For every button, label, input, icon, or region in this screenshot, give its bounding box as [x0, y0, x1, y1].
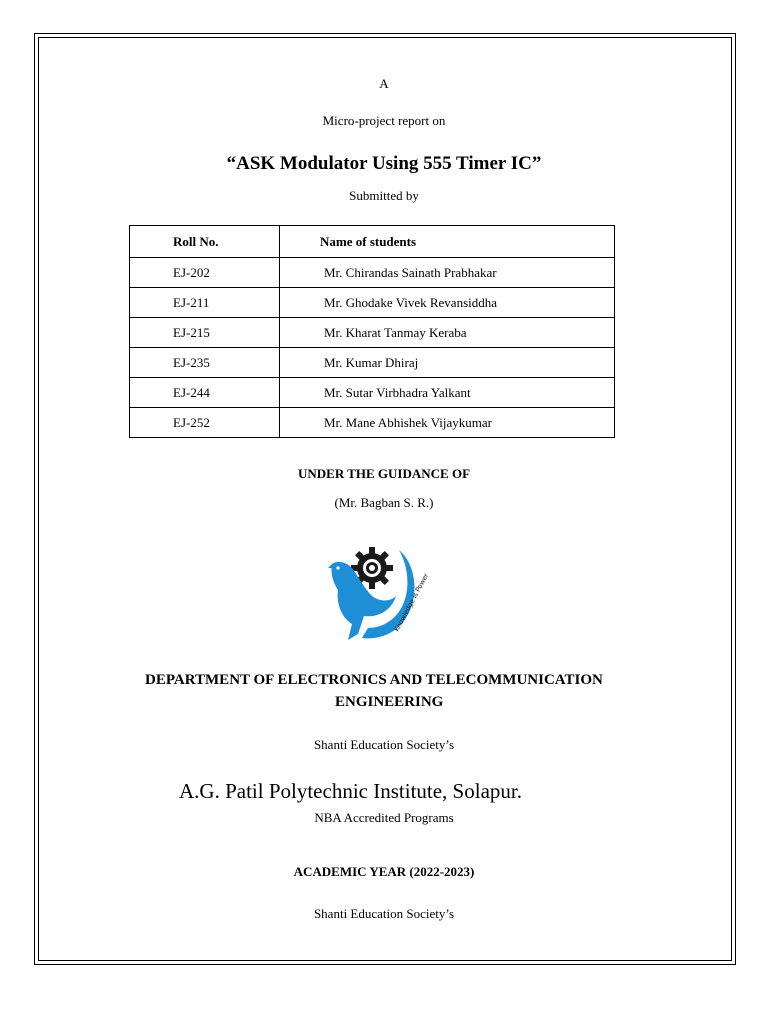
student-name-cell: Mr. Sutar Virbhadra Yalkant [280, 378, 615, 408]
table-row [130, 408, 615, 438]
student-name-cell: Mr. Chirandas Sainath Prabhakar [280, 258, 615, 288]
society-name-footer: Shanti Education Society’s [313, 906, 455, 921]
institute-name: A.G. Patil Polytechnic Institute, Solapur. [179, 779, 522, 803]
department-name-line2: ENGINEERING [335, 694, 444, 710]
student-name-cell: Mr. Kharat Tanmay Keraba [280, 318, 615, 348]
table-row [130, 348, 615, 378]
society-name: Shanti Education Society’s [313, 737, 455, 752]
table-row [130, 378, 615, 408]
academic-year: ACADEMIC YEAR (2022-2023) [293, 864, 475, 879]
table-row [130, 258, 615, 288]
student-name-cell: Mr. Ghodake Vivek Revansiddha [280, 288, 615, 318]
guide-name: (Mr. Bagban S. R.) [334, 495, 434, 510]
header-roll-no: Roll No. [130, 226, 280, 258]
logo-motto: Knowledge is Power [392, 572, 431, 633]
table-row [130, 318, 615, 348]
report-type: Micro-project report on [322, 113, 446, 128]
roll-no-cell: EJ-215 [130, 318, 280, 348]
guidance-heading: UNDER THE GUIDANCE OF [297, 466, 471, 481]
table-header-row [130, 226, 615, 258]
department-name-line1: DEPARTMENT OF ELECTRONICS AND TELECOMMUNICATION [145, 672, 603, 688]
roll-no-cell: EJ-211 [130, 288, 280, 318]
roll-no-cell: EJ-244 [130, 378, 280, 408]
cover-article: A [379, 76, 389, 91]
roll-no-cell: EJ-235 [130, 348, 280, 378]
roll-no-cell: EJ-252 [130, 408, 280, 438]
student-name-cell: Mr. Kumar Dhiraj [280, 348, 615, 378]
student-name-cell: Mr. Mane Abhishek Vijaykumar [280, 408, 615, 438]
submitted-by: Submitted by [349, 188, 419, 203]
table-row [130, 288, 615, 318]
accreditation: NBA Accredited Programs [314, 810, 454, 825]
roll-no-cell: EJ-202 [130, 258, 280, 288]
header-student-name: Name of students [280, 226, 615, 258]
dove-gear-logo-icon [328, 544, 431, 644]
students-table [129, 225, 615, 438]
report-title: “ASK Modulator Using 555 Timer IC” [226, 153, 542, 174]
